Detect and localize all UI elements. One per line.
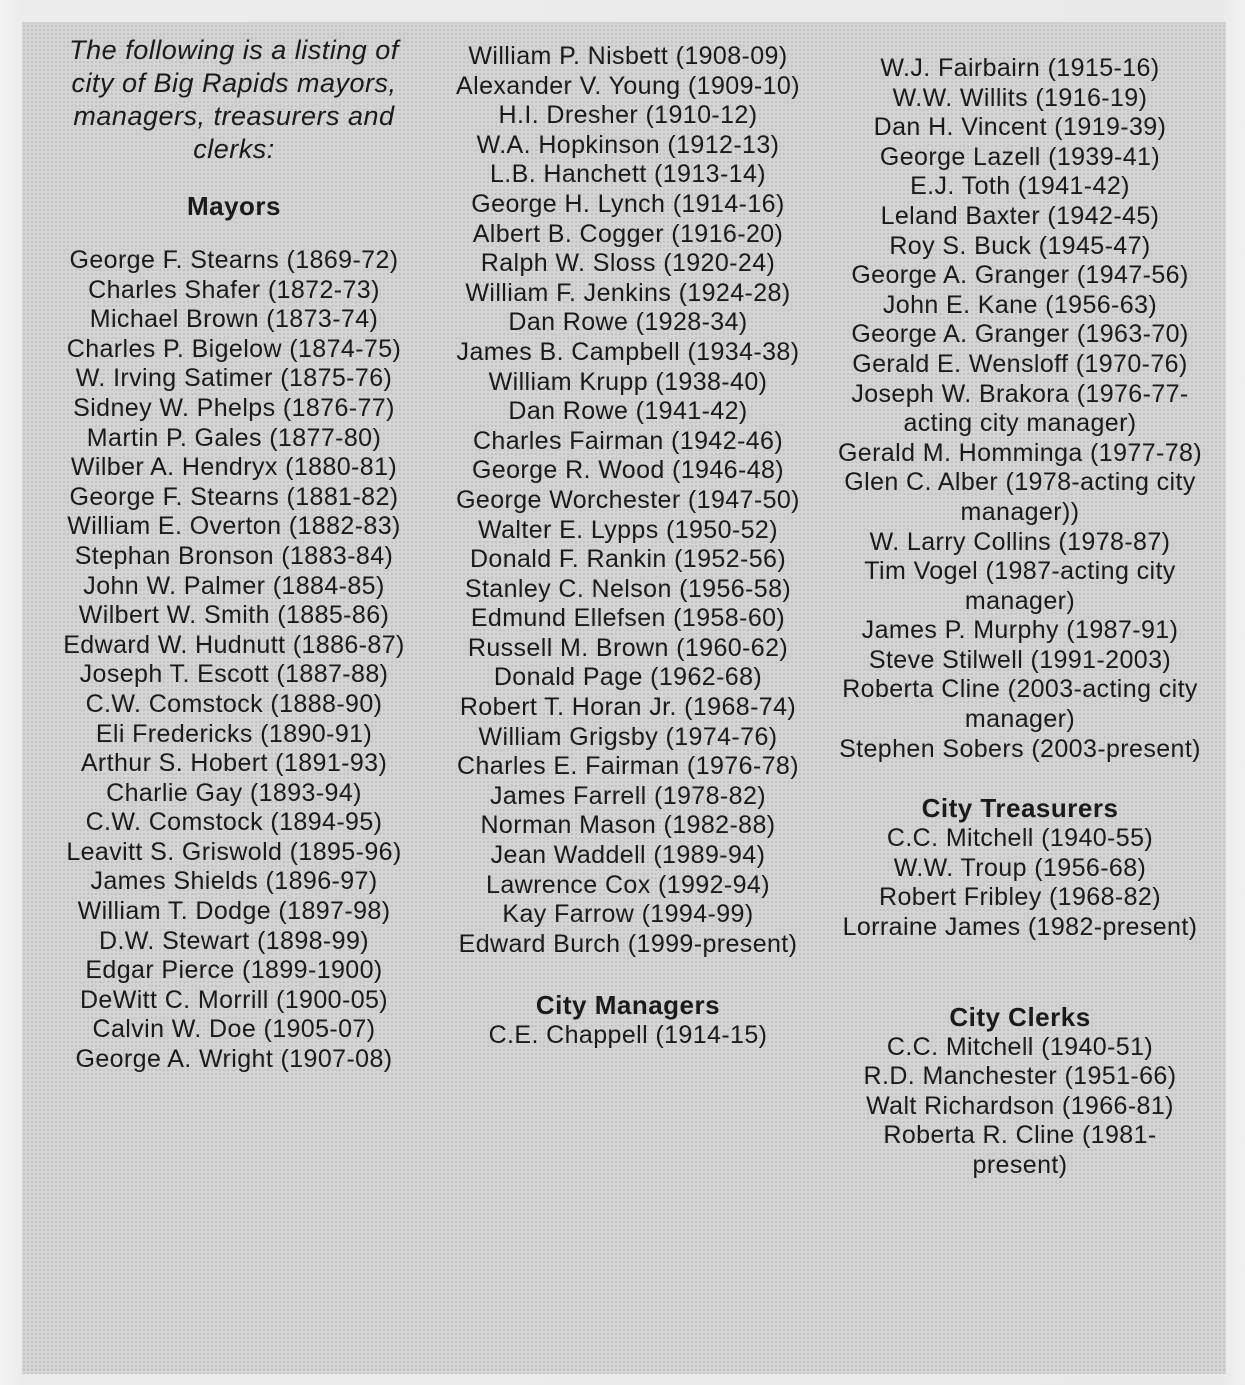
list-entry: Leavitt S. Griswold (1895-96) — [66, 837, 402, 866]
mayors-heading: Mayors — [186, 191, 282, 221]
list-entry: Russell M. Brown (1960-62) — [467, 633, 789, 662]
list-entry: George A. Wright (1907-08) — [75, 1045, 393, 1074]
list-entry: Charles Fairman (1942-46) — [472, 426, 784, 455]
list-entry: W. Irving Satimer (1875-76) — [75, 364, 393, 393]
list-entry: Joseph W. Brakora (1976-77-acting city manager) — [851, 379, 1189, 438]
list-entry: Roberta Cline (2003-acting city manager) — [842, 675, 1198, 734]
list-entry: Walt Richardson (1966-81) — [866, 1091, 1174, 1120]
list-entry: John E. Kane (1956-63) — [882, 290, 1158, 319]
list-entry: George A. Granger (1963-70) — [851, 320, 1189, 349]
list-entry: Gerald E. Wensloff (1970-76) — [852, 349, 1188, 378]
list-entry: Dan Rowe (1941-42) — [508, 397, 748, 426]
list-entry: James P. Murphy (1987-91) — [861, 616, 1179, 645]
list-entry: Dan Rowe (1928-34) — [508, 308, 748, 337]
list-entry: George Lazell (1939-41) — [879, 142, 1161, 171]
list-entry: Jean Waddell (1989-94) — [490, 841, 766, 870]
list-entry: Roberta R. Cline (1981-present) — [883, 1121, 1157, 1179]
list-entry: Lorraine James (1982-present) — [842, 913, 1198, 942]
list-entry: William T. Dodge (1897-98) — [77, 897, 391, 926]
list-entry: DeWitt C. Morrill (1900-05) — [79, 985, 389, 1014]
list-entry: Arthur S. Hobert (1891-93) — [80, 749, 388, 778]
list-entry: Leland Baxter (1942-45) — [880, 201, 1160, 230]
column-1 — [36, 24, 432, 1075]
list-entry: George H. Lynch (1914-16) — [471, 189, 785, 218]
list-entry: William Krupp (1938-40) — [488, 367, 768, 396]
list-entry: C.C. Mitchell (1940-51) — [886, 1032, 1154, 1061]
mayors-list-2 — [432, 42, 824, 959]
list-entry: Charles P. Bigelow (1874-75) — [66, 334, 402, 363]
list-entry: Charlie Gay (1893-94) — [106, 778, 362, 807]
list-entry: W. Larry Collins (1978-87) — [869, 527, 1171, 556]
list-entry: C.W. Comstock (1888-90) — [85, 689, 383, 718]
list-entry: Donald Page (1962-68) — [493, 663, 763, 692]
list-entry: Walter E. Lypps (1950-52) — [478, 515, 778, 544]
list-entry: R.D. Manchester (1951-66) — [863, 1062, 1177, 1091]
list-entry: Eli Fredericks (1890-91) — [95, 719, 373, 748]
clerks-heading: City Clerks — [949, 1001, 1091, 1032]
list-entry: Tim Vogel (1987-acting city manager) — [864, 557, 1176, 615]
list-entry: James Farrell (1978-82) — [490, 781, 766, 810]
list-entry: Stanley C. Nelson (1956-58) — [464, 574, 792, 603]
list-entry: Martin P. Gales (1877-80) — [86, 423, 382, 452]
list-entry: James Shields (1896-97) — [90, 867, 378, 896]
managers-list-1 — [432, 1021, 824, 1051]
list-entry: George A. Granger (1947-56) — [851, 261, 1189, 290]
list-entry: W.W. Troup (1956-68) — [893, 853, 1147, 882]
list-entry: Stephen Sobers (2003-present) — [839, 734, 1201, 763]
list-entry: Robert T. Horan Jr. (1968-74) — [459, 693, 797, 722]
list-entry: Charles Shafer (1872-73) — [88, 275, 380, 304]
list-entry: D.W. Stewart (1898-99) — [98, 926, 369, 955]
intro-text: The following is a listing of city of Big Rapids mayors, managers, treasurers and clerks: — [69, 35, 399, 164]
list-entry: George F. Stearns (1881-82) — [69, 482, 399, 511]
list-entry: Charles E. Fairman (1976-78) — [457, 752, 799, 781]
list-entry: W.J. Fairbairn (1915-16) — [880, 54, 1160, 82]
list-entry: Wilber A. Hendryx (1880-81) — [70, 453, 398, 482]
list-entry: Norman Mason (1982-88) — [480, 811, 776, 840]
mayors-list-1 — [36, 246, 432, 1075]
list-entry: Lawrence Cox (1992-94) — [486, 870, 770, 899]
list-entry: George R. Wood (1946-48) — [471, 456, 785, 485]
list-entry: Edward W. Hudnutt (1886-87) — [63, 630, 405, 659]
list-entry: Albert B. Cogger (1916-20) — [472, 219, 784, 248]
list-entry: George F. Stearns (1869-72) — [69, 246, 399, 274]
list-entry: E.J. Toth (1941-42) — [910, 172, 1130, 201]
list-entry: W.W. Willits (1916-19) — [892, 83, 1148, 112]
list-entry: Kay Farrow (1994-99) — [502, 900, 754, 929]
list-entry: William E. Overton (1882-83) — [67, 512, 401, 541]
list-entry: James B. Campbell (1934-38) — [456, 337, 800, 366]
list-entry: George Worchester (1947-50) — [456, 485, 800, 514]
list-entry: Michael Brown (1873-74) — [89, 305, 379, 334]
list-entry: C.E. Chappell (1914-15) — [488, 1021, 768, 1050]
column-2 — [432, 24, 824, 1051]
list-entry: William F. Jenkins (1924-28) — [465, 278, 791, 307]
treasurers-heading: City Treasurers — [921, 793, 1119, 824]
list-entry: William P. Nisbett (1908-09) — [468, 42, 788, 70]
managers-heading: City Managers — [535, 990, 721, 1021]
treasurers-list — [822, 824, 1218, 942]
list-entry: Steve Stilwell (1991-2003) — [868, 645, 1172, 674]
list-entry: Edgar Pierce (1899-1900) — [85, 956, 383, 985]
list-entry: John W. Palmer (1884-85) — [83, 571, 385, 600]
list-entry: W.A. Hopkinson (1912-13) — [476, 130, 780, 159]
list-entry: Glen C. Alber (1978-acting city manager)) — [844, 468, 1196, 526]
list-entry: Joseph T. Escott (1887-88) — [79, 660, 389, 689]
list-entry: Donald F. Rankin (1952-56) — [469, 545, 787, 574]
list-entry: Edmund Ellefsen (1958-60) — [470, 604, 786, 633]
list-entry: Ralph W. Sloss (1920-24) — [480, 249, 776, 278]
list-entry: Gerald M. Homminga (1977-78) — [837, 438, 1203, 467]
column-3 — [822, 24, 1218, 1181]
list-entry: Roy S. Buck (1945-47) — [889, 231, 1151, 260]
managers-list-2 — [822, 54, 1218, 764]
list-entry: Robert Fribley (1968-82) — [879, 883, 1161, 912]
list-entry: Sidney W. Phelps (1876-77) — [73, 393, 395, 422]
listing-box — [22, 22, 1226, 1374]
list-entry: Stephan Bronson (1883-84) — [74, 541, 394, 570]
list-entry: Edward Burch (1999-present) — [458, 929, 798, 958]
list-entry: L.B. Hanchett (1913-14) — [489, 160, 767, 189]
list-entry: Alexander V. Young (1909-10) — [456, 71, 800, 100]
list-entry: Wilbert W. Smith (1885-86) — [78, 601, 390, 630]
list-entry: William Grigsby (1974-76) — [478, 722, 778, 751]
clerks-list — [822, 1033, 1218, 1181]
list-entry: C.W. Comstock (1894-95) — [85, 808, 383, 837]
list-entry: Dan H. Vincent (1919-39) — [873, 113, 1167, 142]
list-entry: C.C. Mitchell (1940-55) — [886, 824, 1154, 853]
list-entry: Calvin W. Doe (1905-07) — [92, 1015, 376, 1044]
list-entry: H.I. Dresher (1910-12) — [498, 101, 758, 130]
